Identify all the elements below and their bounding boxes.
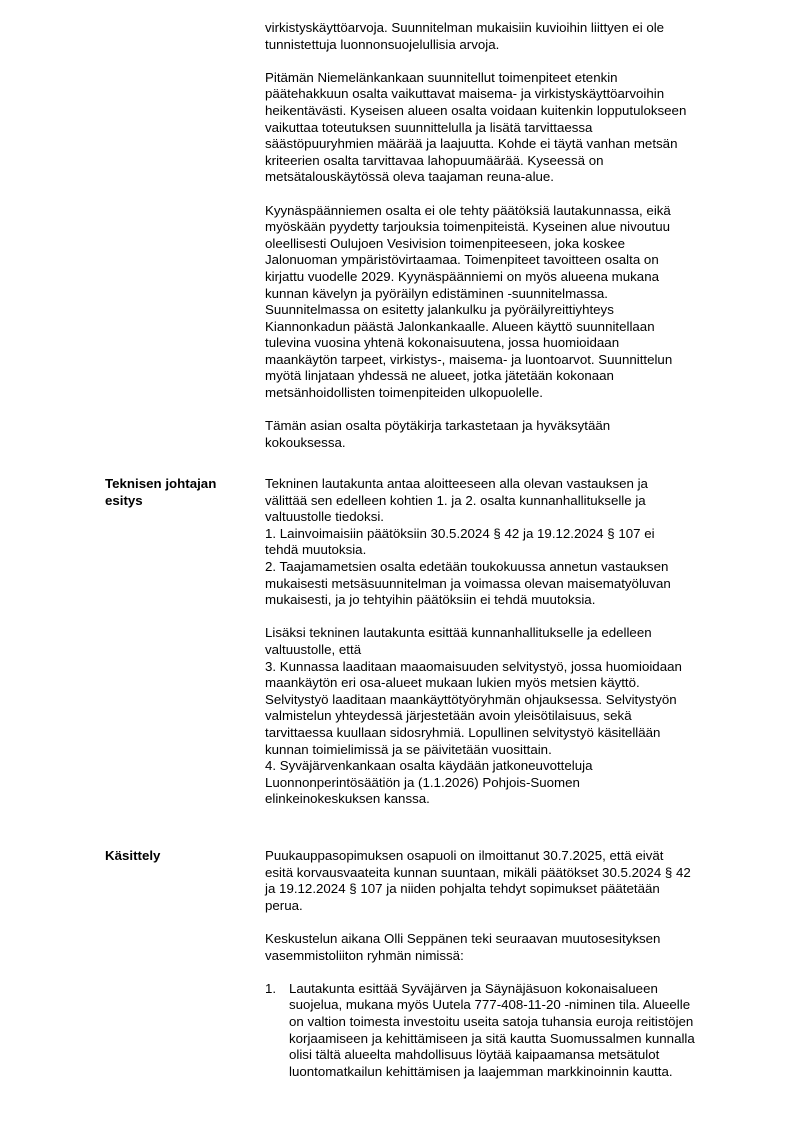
handling-content	[265, 848, 745, 1080]
text-line: valmistelun yhteydessä järjestetään avoin yleisötilaisuus, sekä	[265, 708, 632, 724]
list-item	[265, 981, 745, 1081]
text-line: kunnan kävelyn ja pyöräilyn edistäminen -suunnitelmassa.	[265, 285, 608, 301]
text-line: luontomatkailun kehittämisen ja laajemman markkinoinnin kautta.	[289, 1063, 673, 1079]
text-line: maankäytön eri osa-alueet mukaan lukien myös metsien käyttö.	[265, 675, 640, 691]
paragraph	[265, 418, 745, 451]
text-line: 3. Kunnassa laaditaan maaomaisuuden selvitystyö, jossa huomioidaan	[265, 658, 682, 674]
text-line: Tämän asian osalta pöytäkirja tarkastetaan ja hyväksytään	[265, 418, 611, 434]
text-line: Jalonuoman ympäristövirtaamaa. Toimenpiteet tavoitteen osalta on	[265, 252, 659, 268]
text-line: Puukauppasopimuksen osapuoli on ilmoittanut 30.7.2025, että eivät	[265, 848, 664, 863]
text-line: Kiannonkadun päästä Jalonkankaalle. Alueen käyttö suunnitellaan	[265, 318, 655, 334]
text-line: perua.	[265, 897, 303, 913]
text-line: Kyynäspäänniemen osalta ei ole tehty päätöksiä lautakunnassa, eikä	[265, 202, 671, 218]
label-line: Käsittely	[105, 848, 161, 863]
text-line: mukaisesti, ja jo tehtyihin päätöksiin ei tehdä muutoksia.	[265, 592, 596, 608]
label-line: Teknisen johtajan	[105, 476, 217, 491]
text-line: Luonnonperintösäätiön ja (1.1.2026) Pohjois-Suomen	[265, 774, 580, 790]
text-line: Pitämän Niemelänkankaan suunnitellut toimenpiteet etenkin	[265, 69, 618, 85]
section-label	[105, 848, 255, 865]
text-line: tulevina vuosina yhtenä kokonaisuutena, jossa huomioidaan	[265, 335, 620, 351]
text-line: 2. Taajamametsien osalta edetään toukokuussa annetun vastauksen	[265, 558, 669, 574]
text-line: säästöpuuryhmien määrää ja laajuutta. Kohde ei täytä vanhan metsän	[265, 136, 678, 152]
text-line: kirjattu vuodelle 2029. Kyynäspäänniemi on myös alueena mukana	[265, 268, 659, 284]
text-line: tunnistettuja luonnonsuojelullisia arvoja.	[265, 36, 500, 52]
text-line: tarvittaessa kuullaan sidosryhmiä. Lopullinen selvitystyö käsitellään	[265, 724, 661, 740]
text-line: on valtion toimesta investoitu useita satoja tuhansia euroja reitistöjen	[289, 1013, 694, 1029]
text-line: metsänhoidollisten toimenpiteiden ulkopuolelle.	[265, 385, 543, 401]
paragraph	[265, 70, 745, 186]
text-line: Suunnitelmassa on esitetty jalankulku ja pyöräilyreittiyhteys	[265, 302, 614, 318]
paragraph	[265, 20, 745, 53]
text-line: Tekninen lautakunta antaa aloitteeseen alla olevan vastauksen ja	[265, 476, 648, 491]
text-line: valtuustolle, että	[265, 641, 362, 657]
text-line: kokouksessa.	[265, 434, 346, 450]
text-line: valtuustolle tiedoksi.	[265, 509, 384, 525]
paragraph	[265, 203, 745, 402]
text-line: tehdä muutoksia.	[265, 542, 367, 558]
text-line: mukaisesti metsäsuunnitelman ja voimassa olevan maisematyöluvan	[265, 575, 671, 591]
proposal-content	[265, 476, 745, 824]
list-item-number: 1.	[265, 980, 277, 996]
text-line: myöskään pyydetty tarjouksia toimenpiteistä. Kyseinen alue nivoutuu	[265, 219, 671, 235]
text-line: vasemmistoliiton ryhmän nimissä:	[265, 947, 464, 963]
text-line: vaikuttaa toteutuksen suunnittelulla ja lisätä tarvittaessa	[265, 119, 593, 135]
text-line: 4. Syväjärvenkankaan osalta käydään jatkoneuvotteluja	[265, 758, 593, 774]
text-line: korjaamiseen ja kehittämiseen ja sitä kautta Suomussalmen kunnalla	[289, 1030, 695, 1046]
text-line: oleellisesti Oulujoen Vesivision toimenpiteeseen, joka koskee	[265, 235, 625, 251]
text-line: myötä linjataan yhdessä ne alueet, jotka jätetään kokonaan	[265, 368, 614, 384]
text-line: heikentävästi. Kyseisen alueen osalta voidaan kuitenkin lopputulokseen	[265, 102, 687, 118]
text-line: olisi tältä alueelta mahdollisuus löytää kaipaamansa metsätulot	[289, 1047, 660, 1063]
text-line: Lautakunta esittää Syväjärven ja Säynäjäsuon kokonaisalueen	[289, 980, 658, 996]
text-line: Selvitystyö laaditaan maankäyttötyöryhmän ohjauksessa. Selvitystyön	[265, 691, 677, 707]
text-line: esitä korvausvaateita kunnan suuntaan, mikäli päätökset 30.5.2024 § 42	[265, 864, 691, 880]
paragraph	[265, 625, 745, 808]
continuation-content	[265, 20, 745, 468]
text-line: metsätalouskäytössä oleva taajaman reuna-alue.	[265, 169, 555, 185]
paragraph	[265, 931, 745, 964]
text-line: ja 19.12.2024 § 107 ja niiden pohjalta tehdyt sopimukset päätetään	[265, 881, 660, 897]
text-line: Lisäksi tekninen lautakunta esittää kunnanhallitukselle ja edelleen	[265, 625, 652, 641]
paragraph	[265, 476, 745, 609]
text-line: virkistyskäyttöarvoja. Suunnitelman mukaisiin kuvioihin liittyen ei ole	[265, 20, 665, 35]
text-line: välittää sen edelleen kohtien 1. ja 2. osalta kunnanhallitukselle ja	[265, 492, 646, 508]
text-line: 1. Lainvoimaisiin päätöksiin 30.5.2024 § 42 ja 19.12.2024 § 107 ei	[265, 525, 655, 541]
section-label	[105, 476, 255, 509]
text-line: suojelua, mukana myös Uutela 777-408-11-20 -niminen tila. Alueelle	[289, 997, 691, 1013]
numbered-list	[265, 981, 745, 1081]
text-line: Keskustelun aikana Olli Seppänen teki seuraavan muutosesityksen	[265, 930, 661, 946]
paragraph	[265, 848, 745, 914]
text-line: kriteerien osalta tarvittavaa lahopuumäärää. Kyseessä on	[265, 152, 604, 168]
text-line: elinkeinokeskuksen kanssa.	[265, 791, 430, 807]
text-line: päätehakkuun osalta vaikuttavat maisema- ja virkistyskäyttöarvoihin	[265, 86, 665, 102]
text-line: maankäytön tarpeet, virkistys-, maisema- ja luontoarvot. Suunnittelun	[265, 351, 673, 367]
text-line: kunnan toimielimissä ja se päivitetään vuosittain.	[265, 741, 552, 757]
label-line: esitys	[105, 492, 143, 508]
